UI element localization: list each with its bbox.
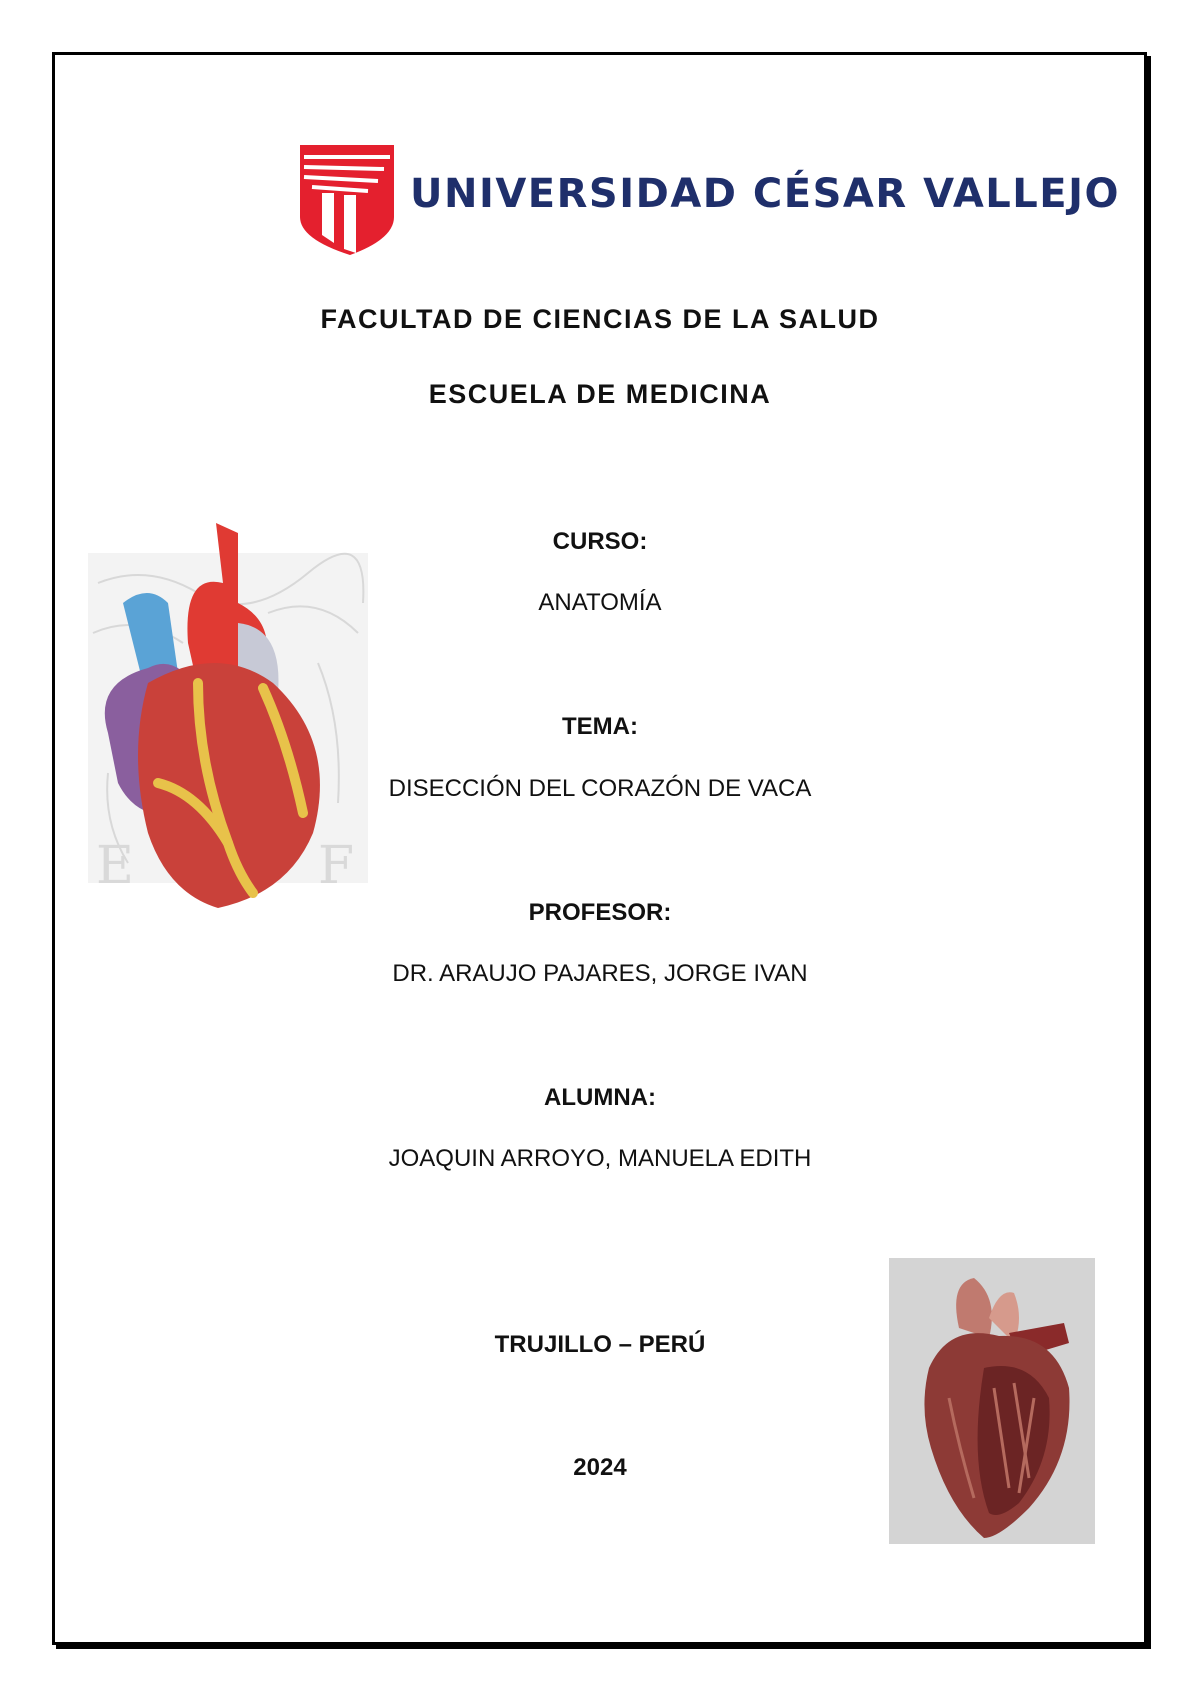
student-label: ALUMNA: <box>544 1084 656 1111</box>
location-text: TRUJILLO – PERÚ <box>494 1331 706 1358</box>
school-title: ESCUELA DE MEDICINA <box>428 379 772 409</box>
shield-icon <box>298 143 398 255</box>
professor-value: DR. ARAUJO PAJARES, JORGE IVAN <box>392 960 808 987</box>
year-text: 2024 <box>573 1454 627 1481</box>
university-name: UNIVERSIDAD CÉSAR VALLEJO <box>410 171 1120 217</box>
course-value: ANATOMÍA <box>538 589 662 616</box>
heart-cross-section-image <box>889 1258 1095 1544</box>
professor-label: PROFESOR: <box>528 899 672 926</box>
svg-text:E: E <box>96 836 134 896</box>
topic-value: DISECCIÓN DEL CORAZÓN DE VACA <box>388 775 812 802</box>
student-value: JOAQUIN ARROYO, MANUELA EDITH <box>388 1145 812 1172</box>
course-label: CURSO: <box>552 528 648 555</box>
heart-illustration-image <box>88 523 368 908</box>
faculty-title: FACULTAD DE CIENCIAS DE LA SALUD <box>320 304 880 334</box>
topic-label: TEMA: <box>562 713 638 740</box>
svg-text:F: F <box>318 836 355 896</box>
university-logo <box>298 143 1120 255</box>
